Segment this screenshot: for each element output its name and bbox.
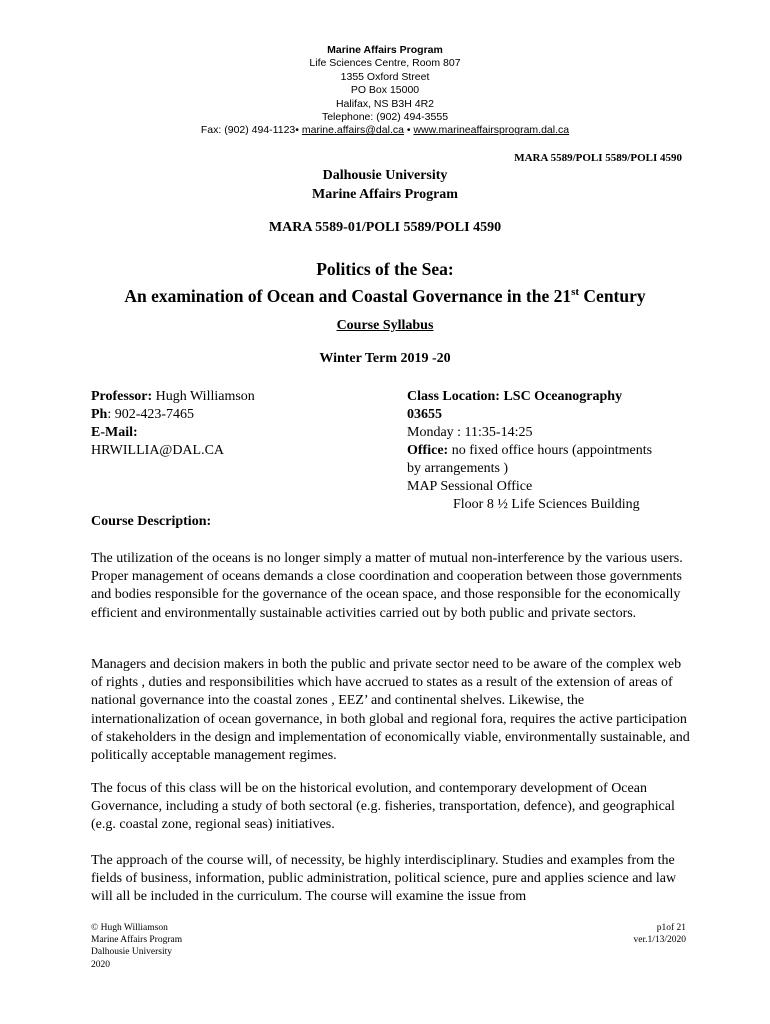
header-course-code-right: MARA 5589/POLI 5589/POLI 4590 — [514, 152, 682, 164]
office-floor: Floor 8 ½ Life Sciences Building — [453, 497, 640, 512]
program-name: Marine Affairs Program — [312, 187, 458, 202]
letterhead-address-1: Life Sciences Centre, Room 807 — [309, 57, 461, 70]
footer-year: 2020 — [91, 959, 110, 970]
description-paragraph-2: Managers and decision makers in both the public and private sector need to be aware of the complex web of rights , duties and responsibilities which have accrued to states as a result of the extension of areas of national governance into the coastal zones , EEZ’ and continental shelves. Likewise, the internationalization of ocean governance, in both global and regional fora, requires the active participation of stakeholders in the design and implementation of economically viable, environmentally sustainable, and politically acceptable management regimes. — [91, 657, 690, 764]
letterhead-address-3: PO Box 15000 — [350, 84, 420, 97]
page-number: p1of 21 — [656, 923, 686, 933]
class-info — [407, 388, 697, 514]
course-title-line-2-text: An examination of Ocean and Coastal Governance in the 21 — [124, 285, 572, 306]
office-hours: no fixed office hours (appointments — [448, 443, 653, 458]
letterhead-website-link[interactable]: www.marineaffairsprogram.dal.ca — [413, 124, 570, 137]
footer-program: Marine Affairs Program — [91, 935, 183, 946]
office-line — [407, 442, 697, 460]
description-paragraph-3: The focus of this class will be on the historical evolution, and contemporary development of Ocean Governance, including a study of both sectoral (e.g. fisheries, transportation, defence), and geographical (e.g. coastal zone, regional seas) initiatives. — [91, 781, 675, 833]
professor-label: Professor: — [91, 389, 153, 404]
class-location-line-2: 03655 — [407, 407, 442, 422]
course-description-heading: Course Description: — [91, 514, 212, 529]
letterhead-telephone: Telephone: (902) 494-3555 — [321, 111, 449, 124]
office-place: MAP Sessional Office — [407, 479, 533, 494]
phone-line — [91, 406, 391, 424]
letterhead-email-link[interactable]: marine.affairs@dal.ca — [301, 124, 404, 137]
description-paragraph-1: The utilization of the oceans is no longer simply a matter of mutual non-interference by the various users. Proper management of oceans demands a close coordination and cooperation between those governments and bodies responsible for the governance of the ocean space, and those responsible for the economically efficient and environmentally sustainable activities carried out by both public and private sectors. — [91, 551, 683, 621]
course-code-title: MARA 5589-01/POLI 5589/POLI 4590 — [268, 220, 502, 235]
footer-right — [633, 922, 686, 946]
professor-line — [91, 388, 391, 406]
university-name: Dalhousie University — [322, 168, 448, 183]
course-title-line-2-end: Century — [579, 285, 646, 306]
letterhead-program: Marine Affairs Program — [327, 44, 443, 56]
phone-number: : 902-423-7465 — [107, 407, 195, 422]
letterhead-fax: Fax: (902) 494-1123• — [200, 124, 302, 137]
course-title-line-1: Politics of the Sea: — [316, 259, 454, 279]
office-hours-cont: by arrangements ) — [407, 461, 509, 476]
course-title-superscript: st — [571, 286, 580, 298]
version-date: ver.1/13/2020 — [633, 935, 686, 946]
course-title — [0, 258, 770, 308]
letterhead-separator: • — [403, 124, 414, 137]
professor-name: Hugh Williamson — [152, 389, 255, 404]
footer-university: Dalhousie University — [91, 947, 173, 958]
class-time: Monday : 11:35-14:25 — [407, 425, 533, 440]
phone-label: Ph — [91, 407, 108, 422]
email-label: E-Mail: — [91, 425, 138, 440]
professor-info — [91, 388, 391, 460]
letterhead-address-2: 1355 Oxford Street — [340, 70, 430, 83]
letterhead — [0, 44, 770, 138]
professor-email: HRWILLIA@DAL.CA — [91, 443, 225, 458]
term-heading: Winter Term 2019 -20 — [319, 351, 451, 366]
letterhead-address-4: Halifax, NS B3H 4R2 — [335, 97, 435, 110]
course-syllabus-heading: Course Syllabus — [336, 318, 434, 333]
class-location-line-1: Class Location: LSC Oceanography — [407, 389, 623, 404]
letterhead-contact-line — [0, 124, 770, 137]
footer-author: © Hugh Williamson — [91, 923, 168, 933]
office-label: Office: — [407, 443, 449, 458]
description-paragraph-4: The approach of the course will, of necessity, be highly interdisciplinary. Studies and examples from the fields of business, information, public administration, political science, pure and applies science and law will all be included in the curriculum. The course will examine the issue from — [91, 853, 677, 905]
footer-left — [91, 922, 182, 971]
university-block — [0, 166, 770, 204]
course-title-line-2 — [0, 281, 770, 308]
